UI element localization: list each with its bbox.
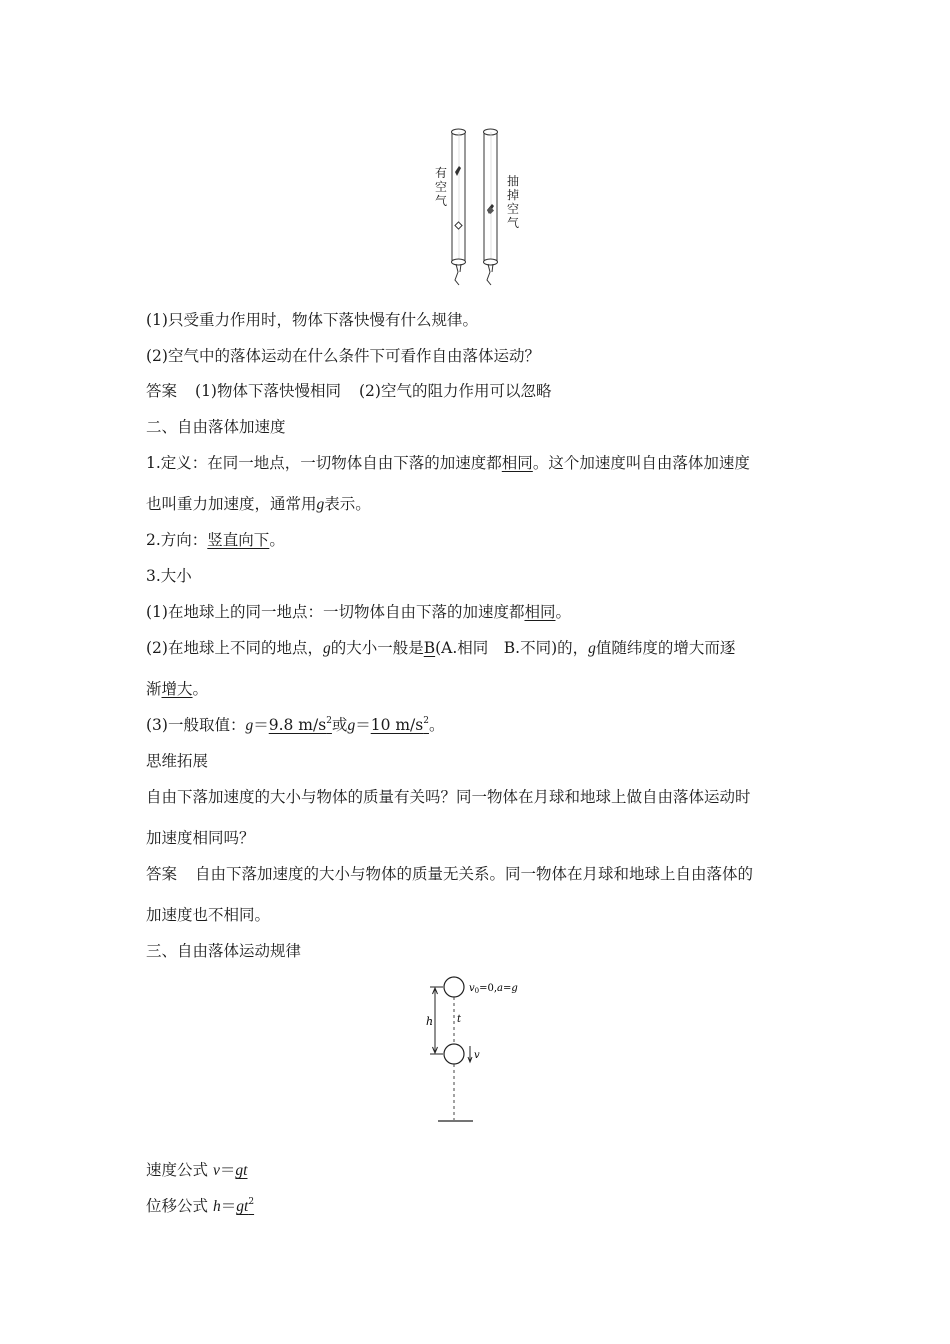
thinking-heading: 思维拓展 — [146, 752, 209, 770]
tube-with-air — [452, 129, 466, 285]
ball-end — [444, 1044, 464, 1064]
size-heading: 3.大小 — [146, 567, 192, 585]
size-item-3: (3)一般取值：g＝9.8 $m/s^2$或g＝10 $m/s^2$。 — [146, 716, 445, 734]
direction-line: 2.方向：竖直向下。 — [146, 531, 285, 549]
label-v: v — [474, 1050, 480, 1061]
thinking-answer-line-2: 加速度也不相同。 — [146, 906, 271, 924]
ball-start — [444, 977, 464, 997]
question-2: (2)空气中的落体运动在什么条件下可看作自由落体运动？ — [146, 347, 540, 365]
label-with-air: 有 空 气 — [434, 166, 447, 208]
blank-increase: 增大 — [161, 680, 193, 698]
definition-line-1: 1.定义：在同一地点，一切物体自由下落的加速度都相同。这个加速度叫自由落体加速度 — [146, 454, 750, 472]
label-t: t — [457, 1014, 462, 1025]
blank-speed: gt — [235, 1162, 248, 1179]
tube-experiment-figure — [426, 122, 536, 290]
thinking-answer-line-1: 答案 自由下落加速度的大小与物体的质量无关系。同一物体在月球和地球上自由落体的 — [146, 865, 754, 883]
free-fall-diagram — [420, 972, 540, 1130]
size-item-2: (2)在地球上不同的地点，g的大小一般是B(A.相同 B.不同)的，g值随纬度的增大而逐 — [146, 639, 736, 657]
tube-vacuum — [484, 129, 498, 285]
label-air-removed: 抽 掉 空 气 — [506, 174, 519, 230]
blank-same-2: 相同 — [524, 603, 556, 621]
label-h: h — [426, 1015, 434, 1028]
size-item-2-cont: 渐增大。 — [146, 680, 209, 698]
blank-direction: 竖直向下 — [207, 531, 270, 549]
blank-same: 相同 — [501, 454, 533, 472]
answer-part2: (2)空气的阻力作用可以忽略 — [358, 382, 552, 400]
speed-formula: 速度公式 v＝gt — [146, 1161, 248, 1179]
answer-1 — [146, 381, 551, 401]
thinking-question-line-2: 加速度相同吗？ — [146, 829, 255, 847]
question-1: (1)只受重力作用时，物体下落快慢有什么规律。 — [146, 311, 478, 329]
blank-displacement: $gt^2$ — [236, 1197, 255, 1215]
size-item-1: (1)在地球上的同一地点：一切物体自由下落的加速度都相同。 — [146, 603, 571, 621]
definition-line-2: 也叫重力加速度，通常用g表示。 — [146, 495, 371, 513]
answer-label: 答案 — [146, 865, 178, 883]
answer-part1: (1)物体下落快慢相同 — [195, 382, 341, 400]
displacement-formula: 位移公式 $h=gt^2$ — [146, 1197, 255, 1215]
free-fall-figure — [420, 972, 540, 1130]
section-2-heading: 二、自由落体加速度 — [146, 418, 286, 436]
answer-label: 答案 — [146, 382, 178, 400]
thinking-question-line-1: 自由下落加速度的大小与物体的质量有关吗？同一物体在月球和地球上做自由落体运动时 — [146, 788, 751, 806]
blank-value-10: 10 $m/s^2$ — [370, 716, 429, 734]
blank-value-98: 9.8 $m/s^2$ — [268, 716, 332, 734]
blank-choice: B — [423, 639, 436, 657]
label-v0: $v_0=0,a=g$ — [469, 983, 518, 995]
section-3-heading: 三、自由落体运动规律 — [146, 942, 302, 960]
